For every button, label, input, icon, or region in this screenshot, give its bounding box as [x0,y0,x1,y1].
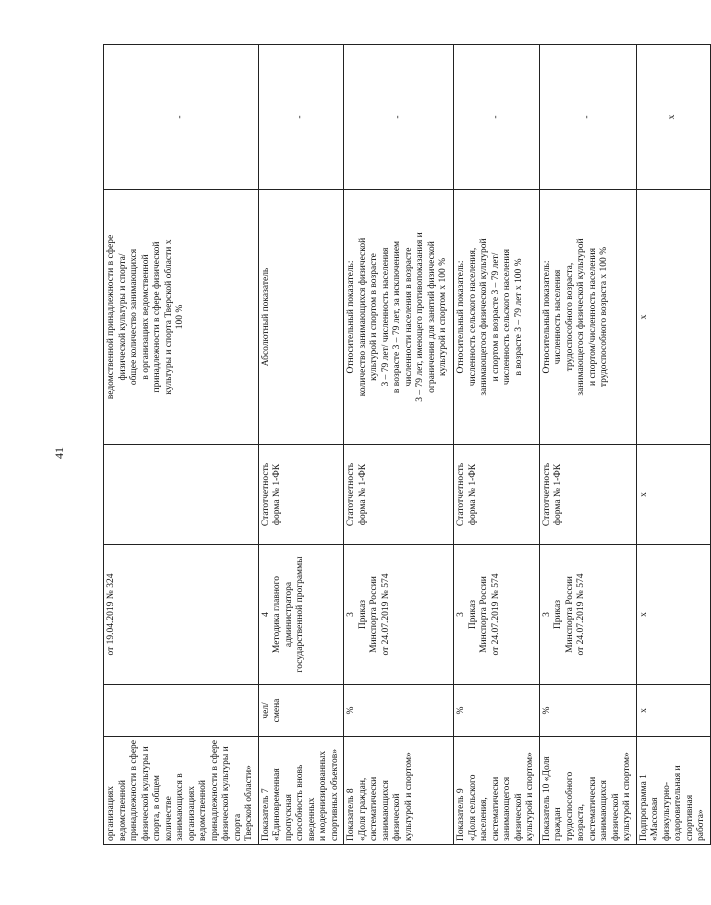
source-cell: Статотчетность форма № 1-ФК [258,445,344,545]
source-cell [104,445,259,545]
formula-cell: Абсолютный показатель [258,190,344,445]
method-cell: 4 Методика главного администратора государственной программы [258,545,344,685]
formula-cell: ведомственной принадлежности в сфере физической культуры и спорта/ общее количество занимающихся в организациях ведомственной принадлежности в сфере физической культуры и спорта Тверской области х 100 % [104,190,259,445]
indicators-table [103,44,711,845]
method-cell: от 19.04.2019 № 324 [104,545,259,685]
formula-cell: Относительный показатель: численность сельского населения, занимающегося физической культурой и спортом в возрасте 3 – 79 лет/ численность сельского населения в возрасте 3 – 79 лет х 100 % [454,190,540,445]
formula-cell: Относительный показатель: количество занимающихся физической культурой и спортом в возрасте 3 – 79 лет/ численность населения в возрасте 3 – 79 лет, за исключением численности населения в возрасте 3 – 79 лет, имеющего противопоказания и ограничения для занятий физической культурой и спортом х 100 % [344,190,454,445]
formula-cell: Относительный показатель: численность населения трудоспособного возраста, занимающегося физической культурой и спортом/численность населения трудоспособного возраста х 100 % [539,190,636,445]
value-cell: х [636,45,710,190]
source-cell: Статотчетность форма № 1-ФК [344,445,454,545]
indicator-name-cell: Подпрограмма 1 «Массовая физкультурно- оздоровительная и спортивная работа» [636,737,710,845]
method-cell: 3 Приказ Минспорта России от 24.07.2019 № 574 [344,545,454,685]
unit-cell: чел/ смена [258,685,344,737]
page-number: 41 [52,447,66,459]
unit-cell [104,685,259,737]
value-cell: - [344,45,454,190]
table-row [104,45,259,845]
value-cell: - [258,45,344,190]
source-cell: Статотчетность форма № 1-ФК [454,445,540,545]
table-row [344,45,454,845]
method-cell: х [636,545,710,685]
formula-cell: х [636,190,710,445]
method-cell: 3 Приказ Минспорта России от 24.07.2019 № 574 [454,545,540,685]
indicator-name-cell: организациях ведомственной принадлежности в сфере физической культуры и спорта, в общем количестве занимающихся в организациях ведомственной принадлежности в сфере физической культуры и спорта Тверской области» [104,737,259,845]
unit-cell: % [539,685,636,737]
indicator-name-cell: Показатель 7 «Единовременная пропускная способность вновь введенных и модернизированных спортивных объектов» [258,737,344,845]
indicator-name-cell: Показатель 8 «Доля граждан, систематически занимающихся физической культурой и спортом» [344,737,454,845]
method-cell: 3 Приказ Минспорта России от 24.07.2019 № 574 [539,545,636,685]
indicator-name-cell: Показатель 10 «Доля граждан трудоспособного возраста, систематически занимающихся физической культурой и спортом» [539,737,636,845]
table-row [258,45,344,845]
unit-cell: % [454,685,540,737]
source-cell: Статотчетность форма № 1-ФК [539,445,636,545]
value-cell: - [539,45,636,190]
source-cell: х [636,445,710,545]
indicator-name-cell: Показатель 9 «Доля сельского населения, систематически занимающегося физической культурой и спортом» [454,737,540,845]
unit-cell: х [636,685,710,737]
table-row [636,45,710,845]
table-row [539,45,636,845]
value-cell: - [104,45,259,190]
unit-cell: % [344,685,454,737]
table-row [454,45,540,845]
indicators-table-rotated [103,45,706,845]
value-cell: - [454,45,540,190]
